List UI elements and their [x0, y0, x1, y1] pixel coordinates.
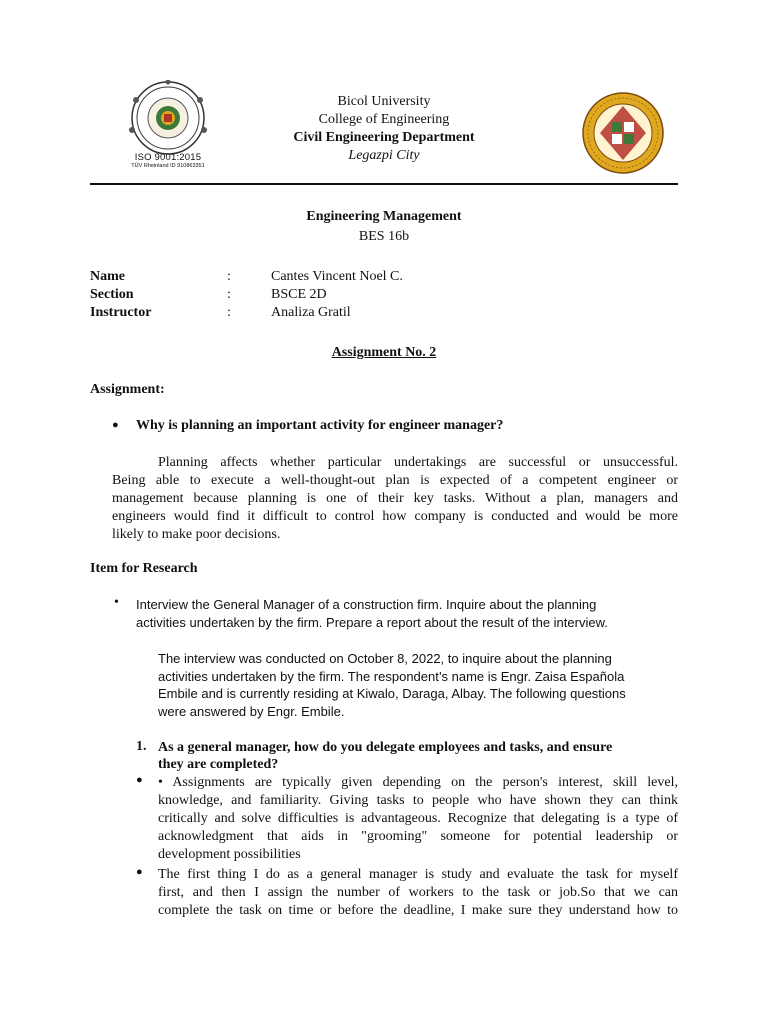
answer-bullet-line: • Assignments are typically given depending on the person's interest, skill level,	[158, 775, 678, 790]
assignment-heading: Assignment:	[90, 382, 165, 397]
iso-standard-text: ISO 9001:2015	[134, 152, 202, 163]
bullet-glyph: ●	[136, 866, 143, 878]
question-number: 1.	[136, 739, 147, 754]
bullet-glyph: •	[114, 595, 119, 610]
info-value: Cantes Vincent Noel C.	[271, 269, 403, 284]
university-name: Bicol University	[337, 94, 431, 109]
info-label: Section	[90, 287, 134, 302]
college-name: College of Engineering	[318, 112, 450, 127]
answer-1-line: Planning affects whether particular undertakings are successful or unsuccessful.	[158, 455, 678, 470]
interview-intro-line: Embile and is currently residing at Kiwalo, Daraga, Albay. The following questions	[158, 686, 626, 701]
answer-bullet-line: acknowledgment that aids in "grooming" someone for potential leadership or	[158, 829, 678, 844]
bullet-glyph: ●	[112, 419, 119, 431]
answer-bullet-line: complete the task on time or before the deadline, I make sure they understand how to	[158, 903, 678, 918]
course-title: Engineering Management	[306, 209, 462, 224]
bullet-glyph: ●	[136, 774, 143, 786]
interview-intro-line: were answered by Engr. Embile.	[158, 703, 345, 719]
answer-bullet-line: first, and then I assign the number of workers to the task or job.So that we can	[158, 885, 678, 900]
iso-registration-text: TÜV Rheinland ID 910863351	[131, 163, 205, 169]
answer-bullet-line: knowledge, and familiarity. Giving tasks to people who have shown they can think	[158, 793, 678, 808]
numbered-question	[158, 739, 658, 773]
city-name: Legazpi City	[348, 148, 420, 163]
research-heading: Item for Research	[90, 561, 198, 576]
answer-bullet-2	[158, 866, 678, 920]
numbered-question-line: they are completed?	[158, 757, 279, 772]
research-task-line: Interview the General Manager of a construction firm. Inquire about the planning	[136, 597, 597, 612]
info-separator: :	[227, 269, 231, 284]
answer-1	[112, 454, 678, 544]
info-label: Instructor	[90, 305, 152, 320]
answer-bullet-1	[158, 774, 678, 864]
info-value: BSCE 2D	[271, 287, 327, 302]
numbered-question-line: As a general manager, how do you delegate employees and tasks, and ensure	[158, 740, 613, 755]
header-divider	[90, 183, 678, 185]
answer-1-line: likely to make poor decisions.	[112, 527, 281, 542]
answer-1-line: Being able to execute a well-thought-out plan is expected of a competent engineer or	[112, 473, 678, 488]
interview-intro	[158, 650, 658, 720]
answer-1-line: engineers would find it difficult to control how company is conducted and would be more	[112, 509, 678, 524]
answer-1-line: management because planning is one of their key tasks. Without a plan, managers and	[112, 491, 678, 506]
question-1: Why is planning an important activity for engineer manager?	[136, 418, 504, 433]
info-label: Name	[90, 269, 125, 284]
answer-bullet-line: development possibilities	[158, 847, 301, 862]
research-task-line: activities undertaken by the firm. Prepare a report about the result of the interview.	[136, 614, 608, 630]
interview-intro-line: activities undertaken by the firm. The respondent’s name is Engr. Zaisa Española	[158, 668, 625, 684]
assignment-number: Assignment No. 2	[331, 345, 437, 360]
info-separator: :	[227, 305, 231, 320]
answer-bullet-line: critically and solve difficulties is advantageous. Recognize that delegating is a type of	[158, 811, 678, 826]
interview-intro-line: The interview was conducted on October 8, 2022, to inquire about the planning	[158, 651, 612, 666]
course-code: BES 16b	[358, 229, 410, 244]
department-name: Civil Engineering Department	[293, 130, 475, 145]
answer-bullet-line: The first thing I do as a general manager is study and evaluate the task for myself	[158, 867, 678, 882]
info-value: Analiza Gratil	[271, 305, 351, 320]
info-separator: :	[227, 287, 231, 302]
research-task	[136, 596, 656, 631]
